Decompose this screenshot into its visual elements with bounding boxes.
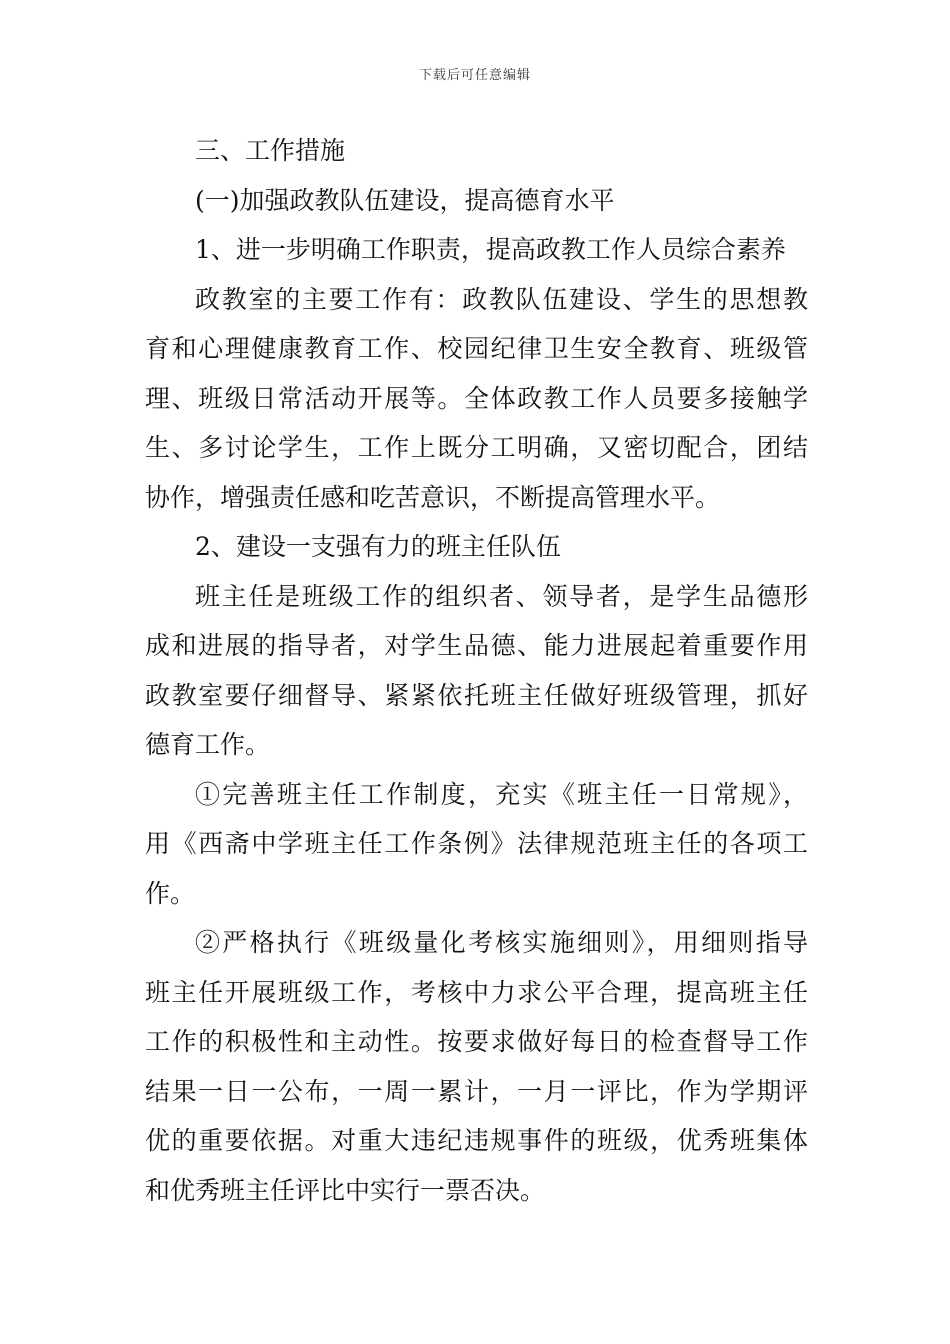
paragraph-line: 班主任是班级工作的组织者、领导者，是学生品德形: [195, 581, 808, 611]
paragraph-line: 优的重要依据。对重大违纪违规事件的班级，优秀班集体: [145, 1126, 808, 1155]
paragraph-line: 工作的积极性和主动性。按要求做好每日的检查督导工作: [145, 1027, 808, 1056]
paragraph-line: 政教室要仔细督导、紧紧依托班主任做好班级管理，抓好: [145, 680, 808, 710]
paragraph-line: ②严格执行《班级量化考核实施细则》，用细则指导: [195, 928, 808, 957]
item-heading-2: 2、建设一支强有力的班主任队伍: [195, 532, 561, 561]
paragraph-line: 政教室的主要工作有：政教队伍建设、学生的思想教: [195, 284, 808, 314]
paragraph-line: 德育工作。: [145, 730, 271, 759]
paragraph-line: ①完善班主任工作制度，充实《班主任一日常规》，: [195, 779, 808, 809]
paragraph-line: 和优秀班主任评比中实行一票否决。: [145, 1175, 546, 1205]
subsection-heading: (一)加强政教队伍建设，提高德育水平: [195, 185, 615, 215]
paragraph-line: 育和心理健康教育工作、校园纪律卫生安全教育、班级管: [145, 334, 808, 363]
paragraph-line: 生、多讨论学生，工作上既分工明确，又密切配合，团结: [145, 433, 808, 462]
paragraph-line: 用《西斋中学班主任工作条例》法律规范班主任的各项工: [145, 829, 808, 858]
item-heading-1: 1、进一步明确工作职责，提高政教工作人员综合素养: [195, 235, 786, 264]
section-heading: 三、工作措施: [195, 136, 346, 165]
paragraph-line: 协作，增强责任感和吃苦意识，不断提高管理水平。: [145, 482, 721, 512]
header-note: 下载后可任意编辑: [418, 68, 531, 83]
document-body: [145, 126, 808, 1215]
paragraph-line: 理、班级日常活动开展等。全体政教工作人员要多接触学: [145, 383, 808, 413]
paragraph-line: 班主任开展班级工作，考核中力求公平合理，提高班主任: [145, 977, 808, 1007]
paragraph-line: 作。: [145, 878, 196, 908]
paragraph-line: 成和进展的指导者，对学生品德、能力进展起着重要作用: [145, 631, 808, 660]
paragraph-line: 结果一日一公布，一周一累计，一月一评比，作为学期评: [145, 1076, 808, 1106]
